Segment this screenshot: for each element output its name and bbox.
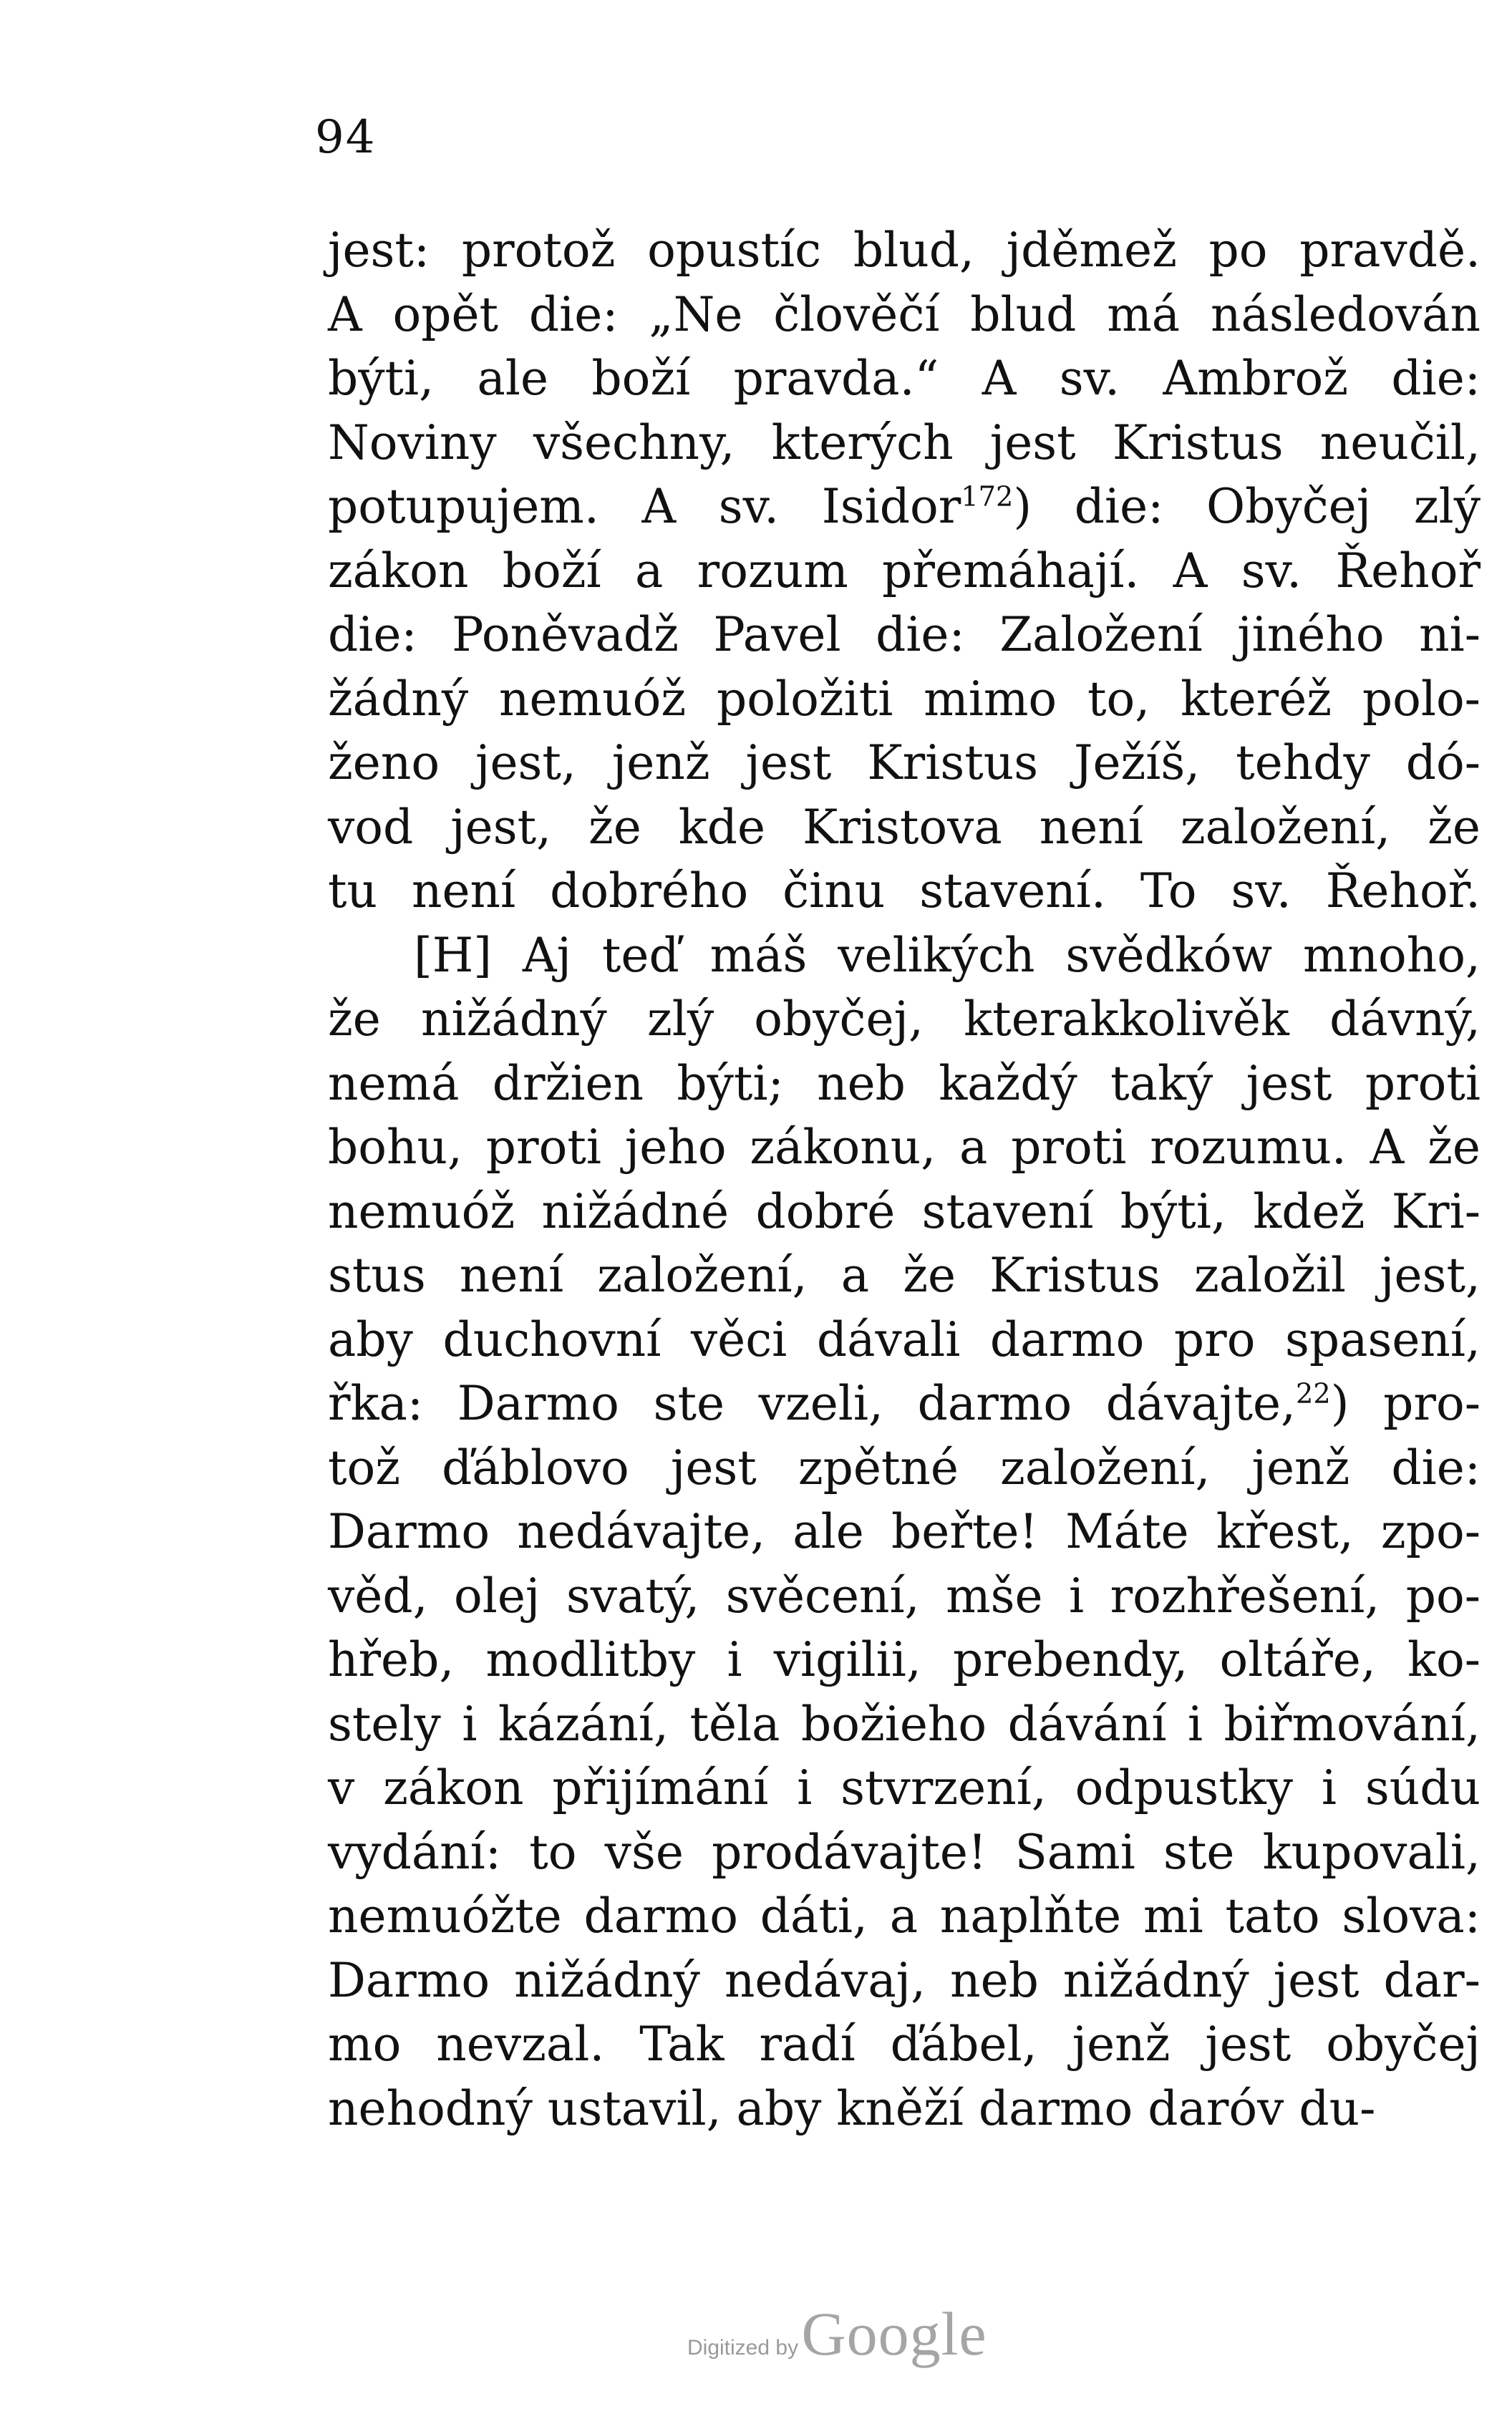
text-line: [328, 1692, 1480, 1757]
line-text: stus není založení, a že Kristus založil jest,: [328, 1248, 1480, 1303]
line-text: Darmo nedávajte, ale beřte! Máte křest, zpo-: [328, 1504, 1480, 1559]
text-line: [328, 731, 1480, 795]
text-line: [328, 1115, 1480, 1180]
line-text: ženo jest, jenž jest Kristus Ježíš, tehdy dó-: [328, 735, 1480, 790]
text-line: [328, 859, 1480, 923]
line-text: býti, ale boží pravda.“ A sv. Ambrož die:: [328, 351, 1480, 406]
text-line: [328, 603, 1480, 667]
text-line: [328, 667, 1480, 732]
text-line: [328, 283, 1480, 347]
line-text: věd, olej svatý, svěcení, mše i rozhřešení, po-: [328, 1568, 1480, 1624]
text-line: [328, 1308, 1480, 1372]
text-line: [328, 1820, 1480, 1885]
text-line: [328, 2077, 1480, 2141]
line-text: potupujem. A sv. Isidor: [328, 479, 961, 534]
google-logo: Google: [801, 2299, 987, 2368]
line-text: Noviny všechny, kterých jest Kristus neučil,: [328, 414, 1480, 470]
line-text: aby duchovní věci dávali darmo pro spasení,: [328, 1311, 1480, 1367]
line-text-continued: ) die: Obyčej zlý: [1013, 479, 1480, 534]
line-text: nemá držien býti; neb každý taký jest proti: [328, 1055, 1480, 1111]
text-line: [328, 346, 1480, 411]
line-text: hřeb, modlitby i vigilii, prebendy, oltáře, ko-: [328, 1632, 1480, 1687]
text-line: [328, 987, 1480, 1052]
digitized-by-label: Digitized by: [687, 2336, 799, 2360]
text-line: [328, 1372, 1480, 1436]
text-line: [328, 1436, 1480, 1500]
footnote-ref: 22: [1296, 1377, 1331, 1410]
text-line: [328, 1628, 1480, 1692]
digitized-watermark: [687, 2298, 987, 2370]
footnote-ref: 172: [961, 480, 1014, 513]
text-line: [328, 923, 1480, 988]
text-line: [328, 475, 1480, 539]
text-line: [328, 411, 1480, 475]
line-text: že nižádný zlý obyčej, kterakkolivěk dávný,: [328, 991, 1480, 1047]
text-line: [328, 1949, 1480, 2013]
line-text: Darmo nižádný nedávaj, neb nižádný jest dar-: [328, 1952, 1480, 2008]
page-number: 94: [315, 111, 377, 164]
text-line: [328, 1884, 1480, 1949]
text-line: [328, 1564, 1480, 1629]
text-line: [328, 1180, 1480, 1244]
line-text: nemuóž nižádné dobré stavení býti, kdež Kri-: [328, 1183, 1480, 1239]
text-line: [328, 218, 1480, 283]
text-line: [328, 539, 1480, 603]
line-text: vod jest, že kde Kristova není založení, že: [328, 799, 1480, 855]
line-text: [H] Aj teď máš velikých svědków mnoho,: [414, 927, 1480, 983]
line-text: řka: Darmo ste vzeli, darmo dávajte,: [328, 1376, 1297, 1431]
text-line: [328, 2012, 1480, 2077]
line-text: tož ďáblovo jest zpětné založení, jenž die:: [328, 1440, 1480, 1495]
body-text: [328, 218, 1480, 2140]
text-line: [328, 1243, 1480, 1308]
line-text: die: Poněvadž Pavel die: Založení jiného ni-: [328, 607, 1480, 662]
line-text-continued: ) pro-: [1330, 1376, 1480, 1431]
text-line: [328, 795, 1480, 860]
line-text: nemuóžte darmo dáti, a naplňte mi tato slova:: [328, 1888, 1480, 1944]
line-text: stely i kázání, těla božieho dávání i biřmování,: [328, 1696, 1480, 1752]
text-line: [328, 1500, 1480, 1564]
line-text: v zákon přijímání i stvrzení, odpustky i súdu: [328, 1760, 1480, 1815]
line-text: mo nevzal. Tak radí ďábel, jenž jest obyčej: [328, 2017, 1480, 2072]
line-text: zákon boží a rozum přemáhají. A sv. Řehoř: [328, 543, 1480, 598]
line-text: žádný nemuóž položiti mimo to, kteréž polo-: [328, 671, 1480, 727]
line-text: jest: protož opustíc blud, jděmež po pravdě.: [328, 223, 1480, 278]
line-text: vydání: to vše prodávajte! Sami ste kupovali,: [328, 1824, 1480, 1880]
line-text: A opět die: „Ne člověčí blud má následován: [328, 286, 1480, 342]
text-line: [328, 1756, 1480, 1820]
text-line: [328, 1052, 1480, 1116]
line-text: bohu, proti jeho zákonu, a proti rozumu. A že: [328, 1120, 1480, 1175]
line-text: nehodný ustavil, aby kněží darmo daróv du-: [328, 2080, 1376, 2136]
line-text: tu není dobrého činu stavení. To sv. Řehoř.: [328, 863, 1480, 918]
